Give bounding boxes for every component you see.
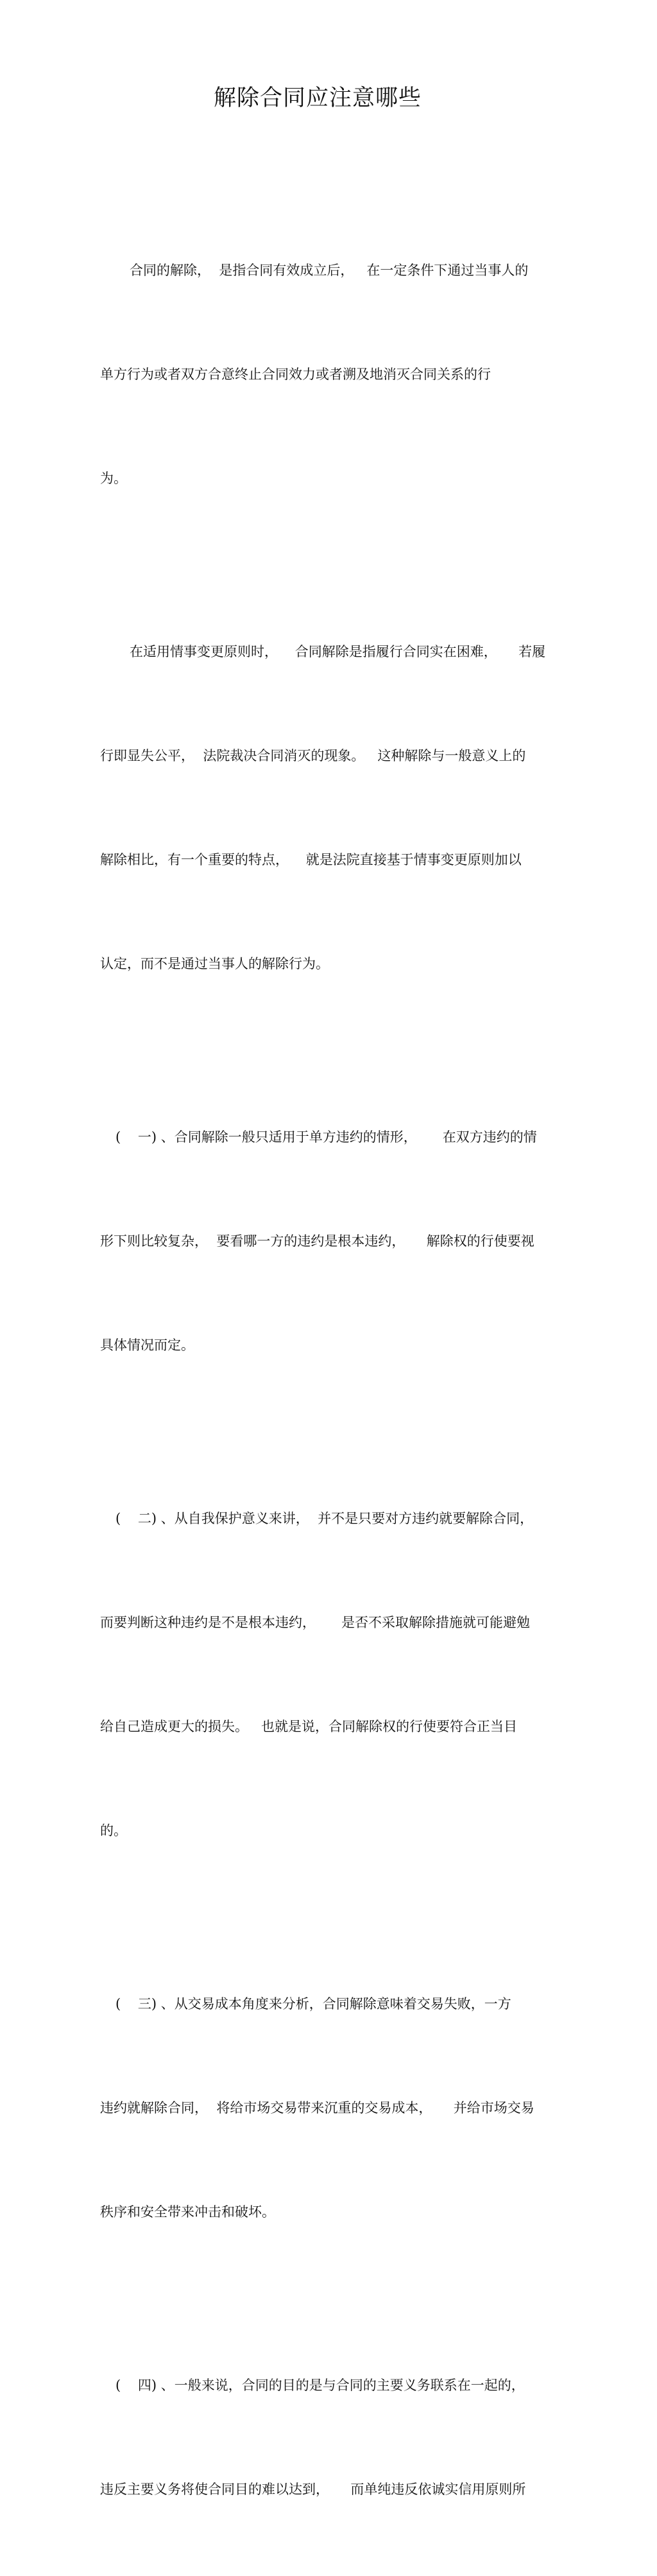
document-title: 解除合同应注意哪些 <box>213 85 422 111</box>
text-line: 违约就解除合同， 将给市场交易带来沉重的交易成本， 并给市场交易 <box>100 2100 534 2116</box>
text-line: 给自己造成更大的损失。 也就是说，合同解除权的行使要符合正当目 <box>100 1719 518 1734</box>
text-line: 行即显失公平， 法院裁决合同消灭的现象。 这种解除与一般意义上的 <box>100 748 526 763</box>
text-line: 秩序和安全带来冲击和破坏。 <box>100 2204 275 2220</box>
text-line: 解除相比，有一个重要的特点， 就是法院直接基于情事变更原则加以 <box>100 852 522 867</box>
text-line: 具体情况而定。 <box>100 1337 194 1353</box>
paragraph <box>100 565 562 1050</box>
text-line: ( 一) 、合同解除一般只适用于单方违约的情形， 在双方违约的情 <box>115 1129 537 1145</box>
paragraph <box>100 184 562 565</box>
text-line: 为。 <box>100 471 127 486</box>
text-line: 认定，而不是通过当事人的解除行为。 <box>100 956 329 971</box>
paragraph <box>100 1050 562 1432</box>
text-line: ( 二) 、从自我保护意义来讲， 并不是只要对方违约就要解除合同， <box>115 1511 534 1526</box>
text-line: 在适用情事变更原则时， 合同解除是指履行合同实在困难， 若履 <box>130 644 546 659</box>
text-line: 形下则比较复杂， 要看哪一方的违约是根本违约， 解除权的行使要视 <box>100 1233 534 1249</box>
document-body <box>100 184 562 2576</box>
text-line: 而要判断这种违约是不是根本违约， 是否不采取解除措施就可能避勉 <box>100 1615 531 1630</box>
paragraph <box>100 1432 562 1917</box>
text-line: 的。 <box>100 1823 127 1838</box>
paragraph <box>100 1917 562 2299</box>
text-line: 违反主要义务将使合同目的难以达到， 而单纯违反依诚实信用原则所 <box>100 2482 526 2497</box>
paragraph <box>100 2299 562 2576</box>
text-line: 合同的解除， 是指合同有效成立后， 在一定条件下通过当事人的 <box>130 263 529 278</box>
text-line: ( 三) 、从交易成本角度来分析，合同解除意味着交易失败，一方 <box>115 1996 511 2012</box>
text-line: 单方行为或者双方合意终止合同效力或者溯及地消灭合同关系的行 <box>100 367 491 382</box>
text-line: ( 四) 、一般来说，合同的目的是与合同的主要义务联系在一起的， <box>115 2378 525 2393</box>
